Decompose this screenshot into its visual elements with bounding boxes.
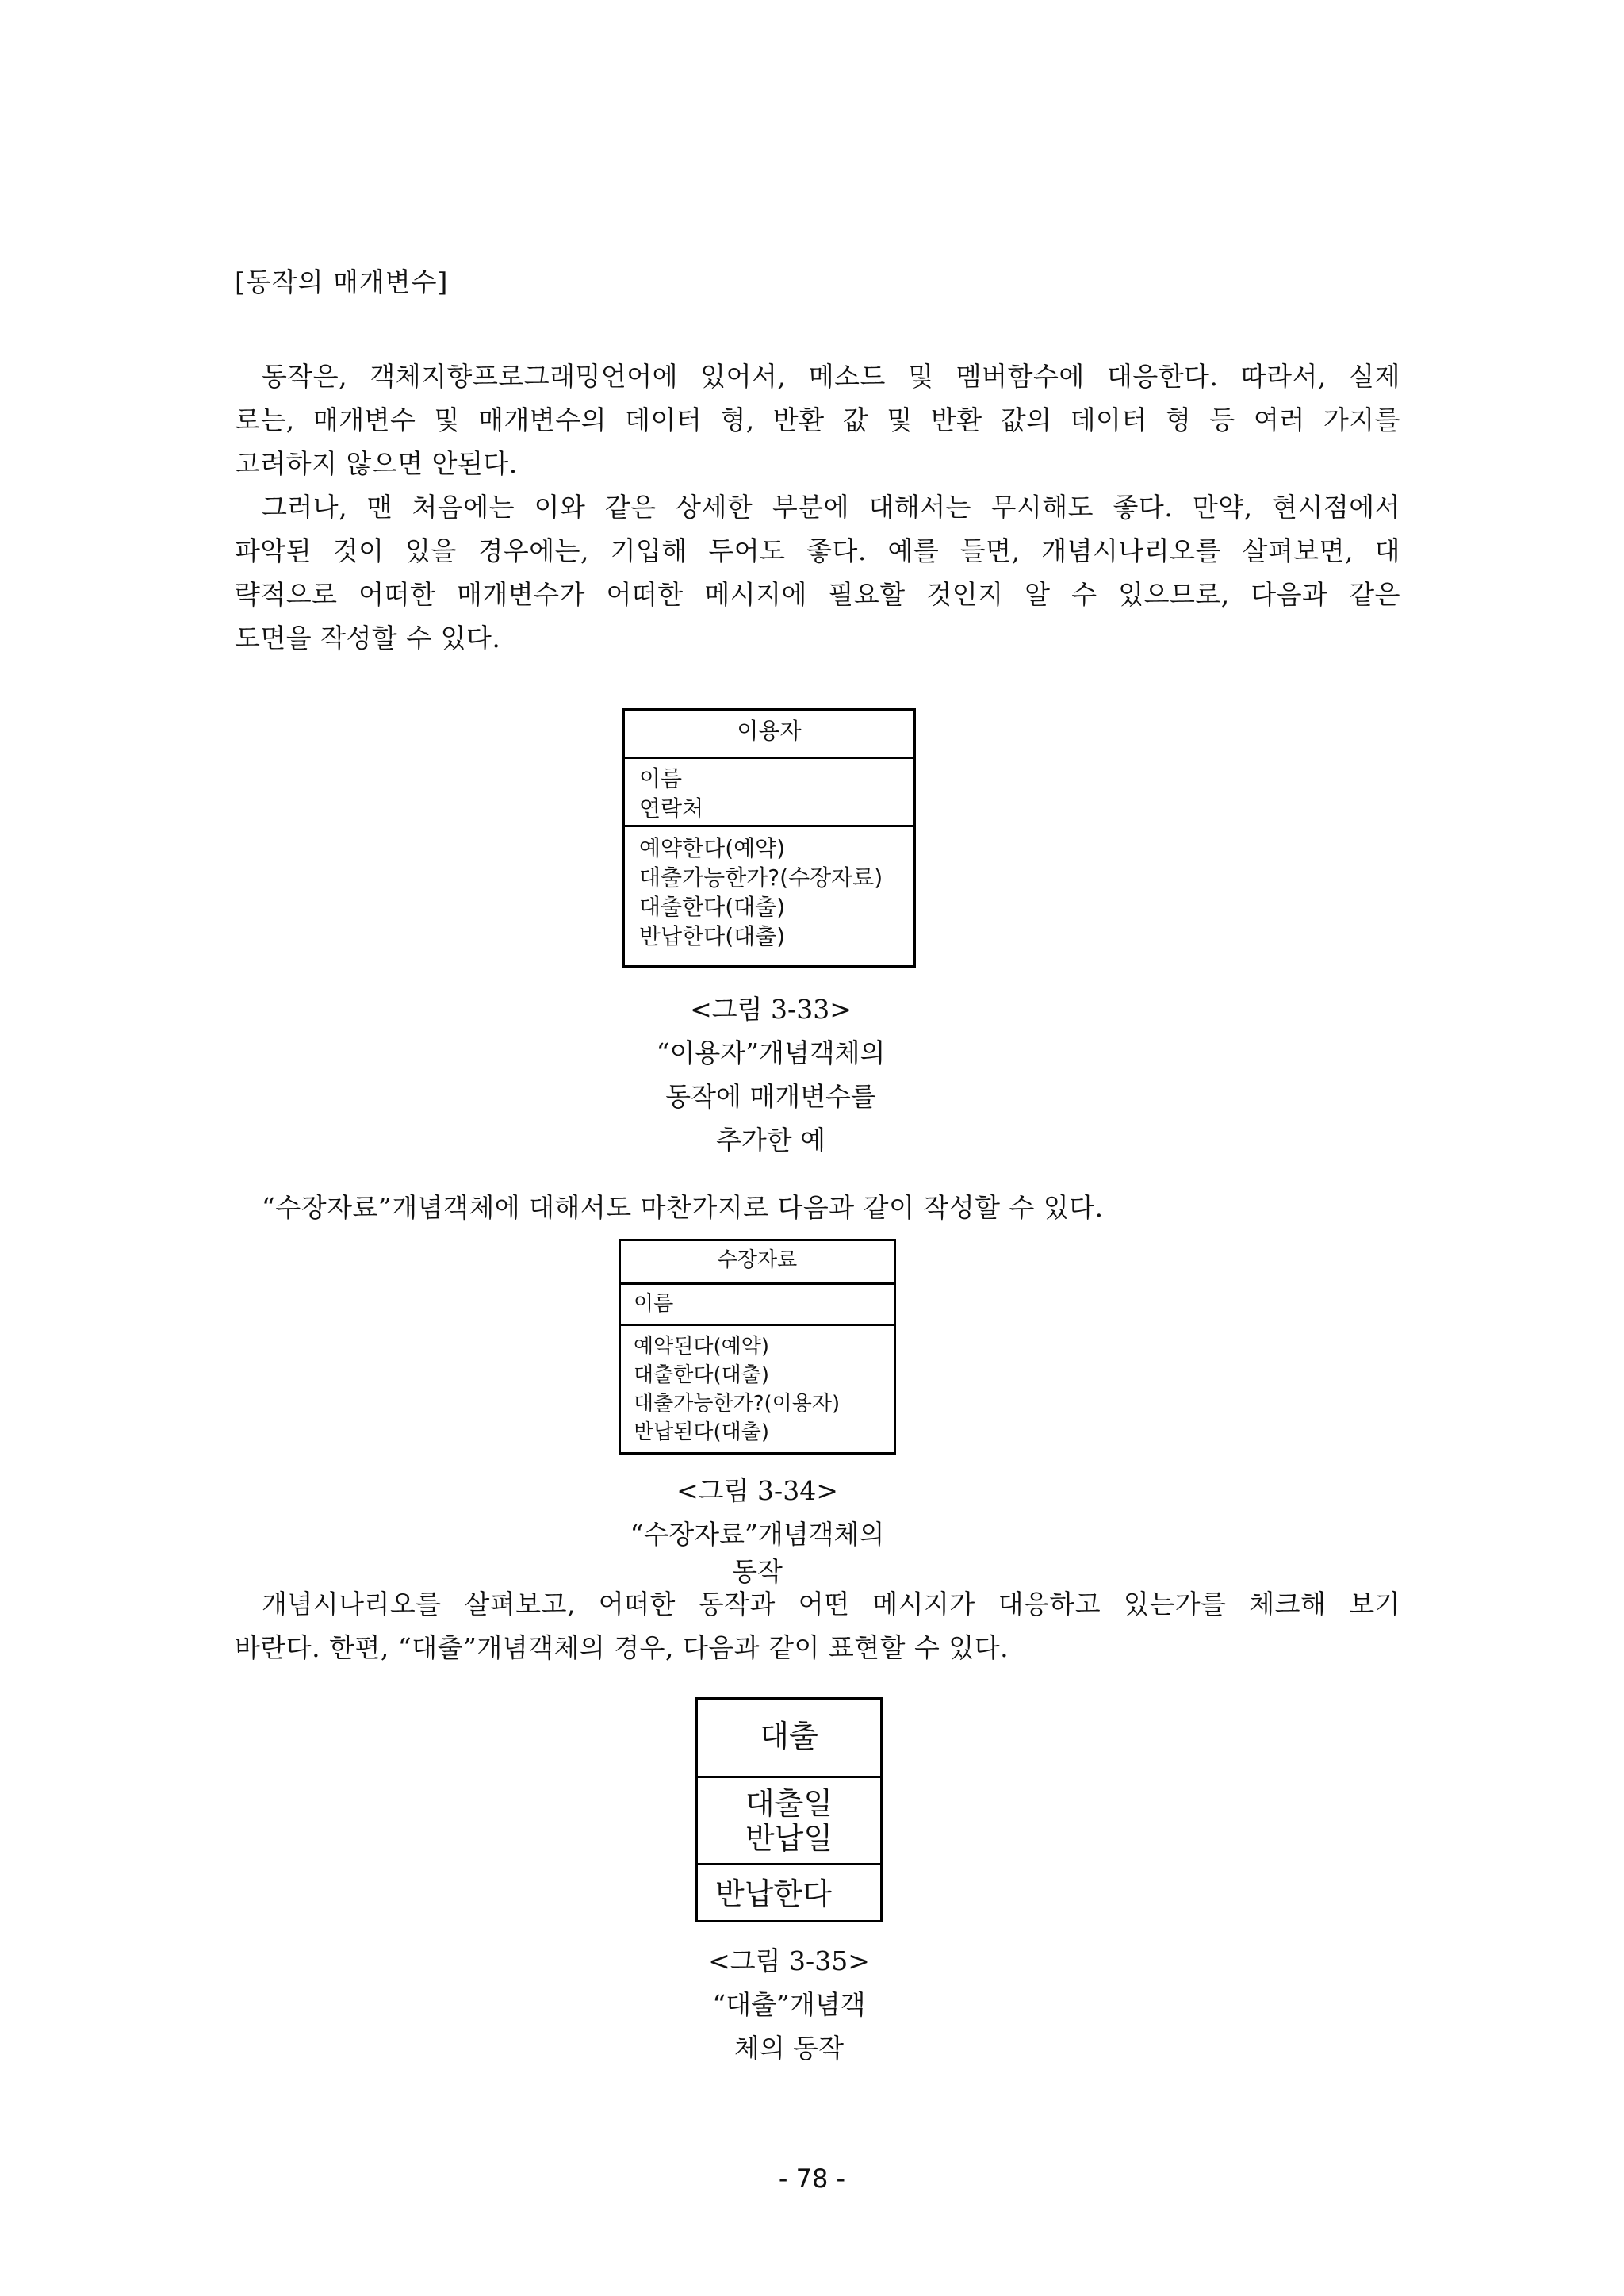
page-number: - 78 - [778, 2164, 846, 2194]
class-operations [698, 1863, 880, 1916]
paragraph-line: 략적으로 어떠한 매개변수가 어떠한 메시지에 필요할 것인지 알 수 있으므로, 다음과 같은 [235, 579, 1400, 610]
paragraph-line: 개념시나리오를 살펴보고, 어떠한 동작과 어떤 메시지가 대응하고 있는가를 체크해 보기 [262, 1589, 1400, 1619]
caption-line: <그림 3-35> [708, 1945, 870, 1976]
paragraph-line: 고려하지 않으면 안된다. [235, 448, 518, 479]
caption-line: 동작에 매개변수를 [665, 1081, 876, 1112]
caption-line: “이용자”개념객체의 [656, 1037, 886, 1068]
section-heading: [동작의 매개변수] [235, 266, 449, 297]
class-diagram-loan [695, 1697, 883, 1922]
caption-line: <그림 3-34> [676, 1475, 838, 1506]
operation: 대출한다(대출) [639, 894, 786, 920]
paragraph-line: 그러나, 맨 처음에는 이와 같은 상세한 부분에 대해서는 무시해도 좋다. 만약, 현시점에서 [262, 492, 1400, 523]
operation: 반납한다 [715, 1876, 832, 1911]
class-attributes [625, 757, 914, 825]
class-attributes [621, 1282, 894, 1324]
attribute: 반납일 [745, 1821, 833, 1856]
attribute: 이름 [639, 765, 683, 792]
operation: 대출한다(대출) [634, 1363, 769, 1387]
attribute: 이름 [634, 1292, 674, 1316]
paragraph-line: 바란다. 한편, “대출”개념객체의 경우, 다음과 같이 표현할 수 있다. [235, 1632, 1009, 1663]
figure-caption [551, 1939, 1027, 2070]
caption-line: <그림 3-33> [690, 994, 852, 1025]
figure-caption [533, 987, 1009, 1162]
class-name: 이용자 [737, 718, 802, 744]
caption-line: “대출”개념객 [712, 1989, 866, 2020]
operation: 반납한다(대출) [639, 923, 786, 949]
operation: 반납된다(대출) [634, 1420, 769, 1444]
class-diagram-user [622, 708, 916, 968]
paragraph-line: 도면을 작성할 수 있다. [235, 623, 501, 654]
operation: 대출가능한가?(수장자료) [639, 864, 883, 891]
paragraph-line: 동작은, 객체지향프로그래밍언어에 있어서, 메소드 및 멤버함수에 대응한다. 따라서, 실제 [262, 361, 1400, 392]
attribute: 대출일 [745, 1786, 833, 1821]
operation: 대출가능한가?(이용자) [634, 1392, 841, 1416]
caption-line: 동작 [732, 1556, 783, 1587]
class-diagram-holding [619, 1239, 896, 1455]
class-name: 수장자료 [717, 1248, 798, 1272]
caption-line: 체의 동작 [733, 2033, 844, 2064]
caption-line: “수장자료”개념객체의 [630, 1519, 885, 1550]
attribute: 연락처 [639, 795, 704, 822]
class-operations [621, 1324, 894, 1447]
paragraph-3: “수장자료”개념객체에 대해서도 마찬가지로 다음과 같이 작성할 수 있다. [262, 1192, 1104, 1223]
operation: 예약한다(예약) [639, 835, 786, 861]
operation: 예약된다(예약) [634, 1335, 769, 1359]
paragraph-line: 로는, 매개변수 및 매개변수의 데이터 형, 반환 값 및 반환 값의 데이터 형 등 여러 가지를 [235, 404, 1400, 435]
figure-caption [519, 1469, 995, 1588]
class-attributes [698, 1776, 880, 1863]
caption-line: 추가한 예 [715, 1125, 825, 1156]
class-name: 대출 [760, 1719, 818, 1754]
paragraph-line: 파악된 것이 있을 경우에는, 기입해 두어도 좋다. 예를 들면, 개념시나리오를 살펴보면, 대 [235, 535, 1400, 566]
class-operations [625, 825, 914, 951]
